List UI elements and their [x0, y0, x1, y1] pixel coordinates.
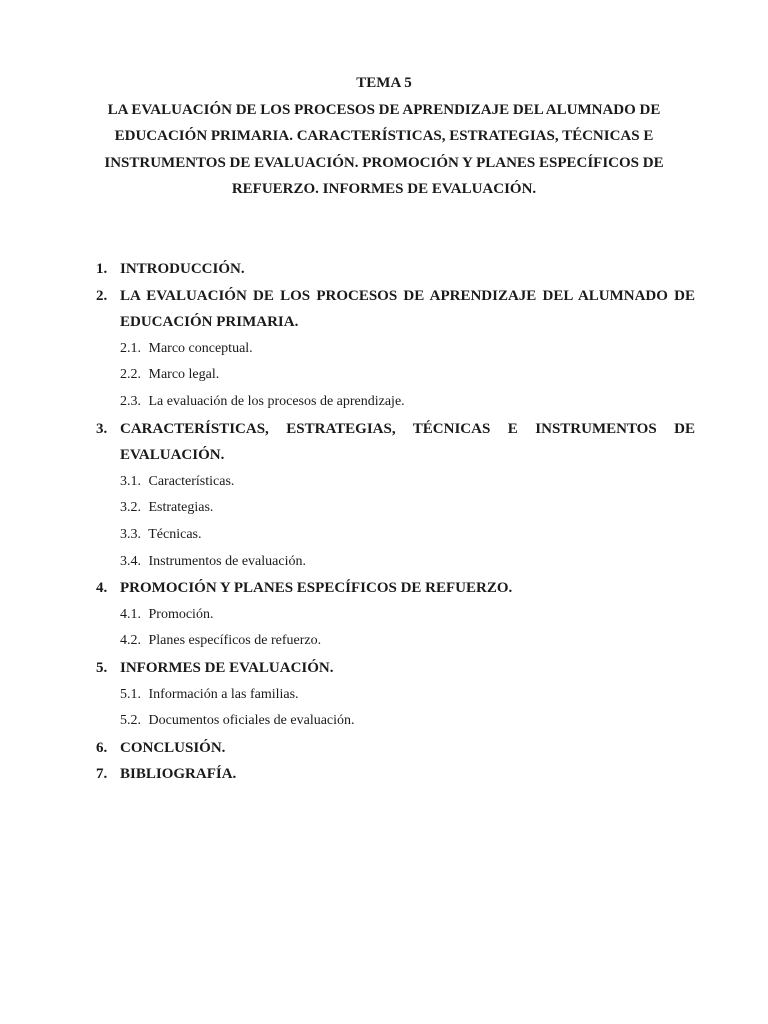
toc-subitem-2-1 — [96, 336, 695, 363]
toc-subitem-label: Características. — [148, 473, 235, 489]
toc-subitem-number: 3.2. — [120, 500, 141, 516]
toc-subitem-label: Información a las familias. — [148, 686, 299, 702]
toc-item-label: CARACTERÍSTICAS, ESTRATEGIAS, TÉCNICAS E INSTRUMENTOS DE EVALUACIÓN. — [120, 420, 695, 464]
toc-subitem-label: Técnicas. — [148, 526, 202, 542]
toc-item-2 — [96, 283, 695, 336]
toc-item-5 — [96, 655, 695, 682]
toc-subitem-number: 4.2. — [120, 633, 141, 649]
toc-item-3 — [96, 416, 695, 469]
toc-subitem-4-2 — [96, 628, 695, 655]
toc-subitem-label: Promoción. — [148, 606, 214, 622]
toc-item-label: BIBLIOGRAFÍA. — [120, 766, 237, 783]
toc-subitem-label: Planes específicos de refuerzo. — [148, 633, 322, 649]
toc-item-number: 1. — [96, 261, 108, 277]
tema-title: LA EVALUACIÓN DE LOS PROCESOS DE APRENDIZAJE DEL ALUMNADO DE EDUCACIÓN PRIMARIA. CARACTERÍSTICAS, ESTRATEGIAS, TÉCNICAS E INSTRUMENTOS DE EVALUACIÓN. PROMOCIÓN Y PLANES ESPECÍFICOS DE REFUERZO. INFORMES DE EVALUACIÓN. — [104, 101, 664, 197]
toc-subitem-number: 2.3. — [120, 393, 141, 409]
toc-item-1 — [96, 256, 695, 283]
toc-item-number: 7. — [96, 766, 108, 783]
toc-item-label: CONCLUSIÓN. — [120, 739, 226, 756]
toc-subitem-number: 4.1. — [120, 606, 141, 622]
toc-item-4 — [96, 575, 695, 602]
tema-heading: TEMA 5 — [356, 75, 412, 91]
toc-subitem-label: La evaluación de los procesos de aprendizaje. — [148, 393, 405, 409]
toc-subitem-5-1 — [96, 682, 695, 709]
toc-item-number: 5. — [96, 659, 108, 676]
toc-subitem-2-2 — [96, 362, 695, 389]
toc-item-label: PROMOCIÓN Y PLANES ESPECÍFICOS DE REFUERZO. — [120, 580, 513, 597]
toc-subitem-number: 3.4. — [120, 553, 141, 569]
toc-subitem-number: 5.1. — [120, 686, 141, 702]
toc-subitem-number: 2.2. — [120, 367, 141, 383]
toc-subitem-3-4 — [96, 549, 695, 576]
document-title-block — [90, 70, 678, 203]
toc-subitem-number: 2.1. — [120, 340, 141, 356]
toc-subitem-label: Instrumentos de evaluación. — [148, 553, 306, 569]
toc-item-label: LA EVALUACIÓN DE LOS PROCESOS DE APRENDIZAJE DEL ALUMNADO DE EDUCACIÓN PRIMARIA. — [120, 287, 695, 331]
toc-item-label: INTRODUCCIÓN. — [120, 261, 245, 277]
table-of-contents — [96, 256, 695, 788]
toc-subitem-4-1 — [96, 602, 695, 629]
toc-subitem-label: Documentos oficiales de evaluación. — [148, 713, 355, 729]
toc-item-number: 6. — [96, 739, 108, 756]
toc-subitem-3-3 — [96, 522, 695, 549]
toc-item-number: 3. — [96, 420, 108, 437]
toc-item-number: 2. — [96, 287, 108, 304]
toc-subitem-number: 3.3. — [120, 526, 141, 542]
toc-subitem-number: 3.1. — [120, 473, 141, 489]
toc-subitem-2-3 — [96, 389, 695, 416]
toc-subitem-label: Estrategias. — [148, 500, 214, 516]
toc-subitem-3-1 — [96, 469, 695, 496]
toc-item-label: INFORMES DE EVALUACIÓN. — [120, 659, 334, 676]
toc-subitem-label: Marco legal. — [148, 367, 220, 383]
toc-item-6 — [96, 735, 695, 762]
toc-item-number: 4. — [96, 580, 108, 597]
toc-subitem-5-2 — [96, 708, 695, 735]
toc-subitem-label: Marco conceptual. — [148, 340, 253, 356]
toc-subitem-number: 5.2. — [120, 713, 141, 729]
toc-subitem-3-2 — [96, 495, 695, 522]
toc-item-7 — [96, 761, 695, 788]
